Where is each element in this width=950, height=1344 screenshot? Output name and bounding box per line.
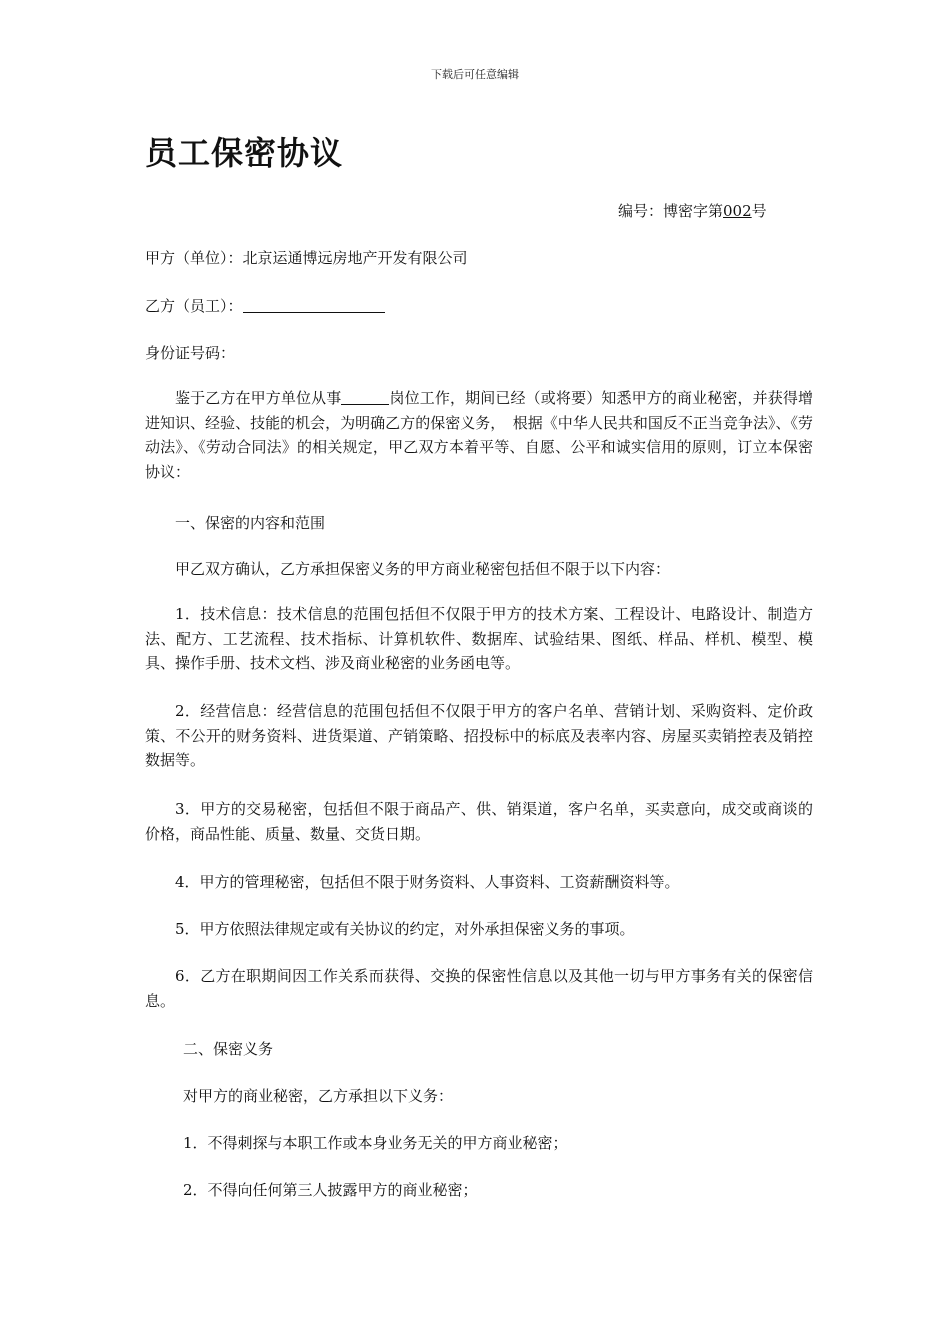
preamble-start: 鉴于乙方在甲方单位从事 [175,389,342,407]
section-1-heading: 一、保密的内容和范围 [175,514,326,532]
party-b-label: 乙方（员工）： [145,297,243,315]
section-1-item-2: 2．经营信息：经营信息的范围包括但不仅限于甲方的客户名单、营销计划、采购资料、定价政策、不公开的财务资料、进货渠道、产销策略、招投标中的标底及表率内容、房屋买卖销控表及销控数据等。 [145,702,813,769]
section-2-heading: 二、保密义务 [183,1040,274,1058]
doc-number-value: 002 [723,202,752,220]
party-b-line [145,295,385,316]
party-b-blank [243,296,385,313]
doc-number-prefix: 编号：博密字第 [618,202,724,220]
header-note: 下载后可任意编辑 [431,68,519,81]
section-1-item-1: 1．技术信息：技术信息的范围包括但不仅限于甲方的技术方案、工程设计、电路设计、制造方法、配方、工艺流程、技术指标、计算机软件、数据库、试验结果、图纸、样品、样机、模型、模具、操作手册、技术文档、涉及商业秘密的业务函电等。 [145,605,813,672]
section-1-intro: 甲乙双方确认，乙方承担保密义务的甲方商业秘密包括但不限于以下内容： [175,560,671,578]
section-2-intro: 对甲方的商业秘密，乙方承担以下义务： [183,1087,454,1105]
id-number-line: 身份证号码： [145,344,236,362]
section-1-item-5: 5．甲方依照法律规定或有关协议的约定，对外承担保密义务的事项。 [175,920,635,938]
preamble-paragraph [145,386,813,484]
position-blank [341,388,389,405]
document-title: 员工保密协议 [145,134,344,172]
section-2-item-2: 2．不得向任何第三人披露甲方的商业秘密； [183,1181,478,1199]
section-1-item-6: 6．乙方在职期间因工作关系而获得、交换的保密性信息以及其他一切与甲方事务有关的保密信息。 [145,967,813,1010]
section-2-item-1: 1．不得刺探与本职工作或本身业务无关的甲方商业秘密； [183,1134,568,1152]
section-1-item-3: 3．甲方的交易秘密，包括但不限于商品产、供、销渠道，客户名单，买卖意向，成交或商谈的价格，商品性能、质量、数量、交货日期。 [145,800,813,843]
preamble-rest: 岗位工作，期间已经（或将要）知悉甲方的商业秘密，并获得增进知识、经验、技能的机会，为明确乙方的保密义务， 根据《中华人民共和国反不正当竞争法》、《劳动法》、《劳动合同法》的相关规定，甲乙双方本着平等、自愿、公平和诚实信用的原则，订立本保密协议： [145,389,813,481]
party-a-line: 甲方（单位）：北京运通博远房地产开发有限公司 [145,249,468,267]
doc-number-suffix: 号 [751,202,767,220]
document-number [618,200,767,221]
section-1-item-4: 4．甲方的管理秘密，包括但不限于财务资料、人事资料、工资薪酬资料等。 [175,873,680,891]
